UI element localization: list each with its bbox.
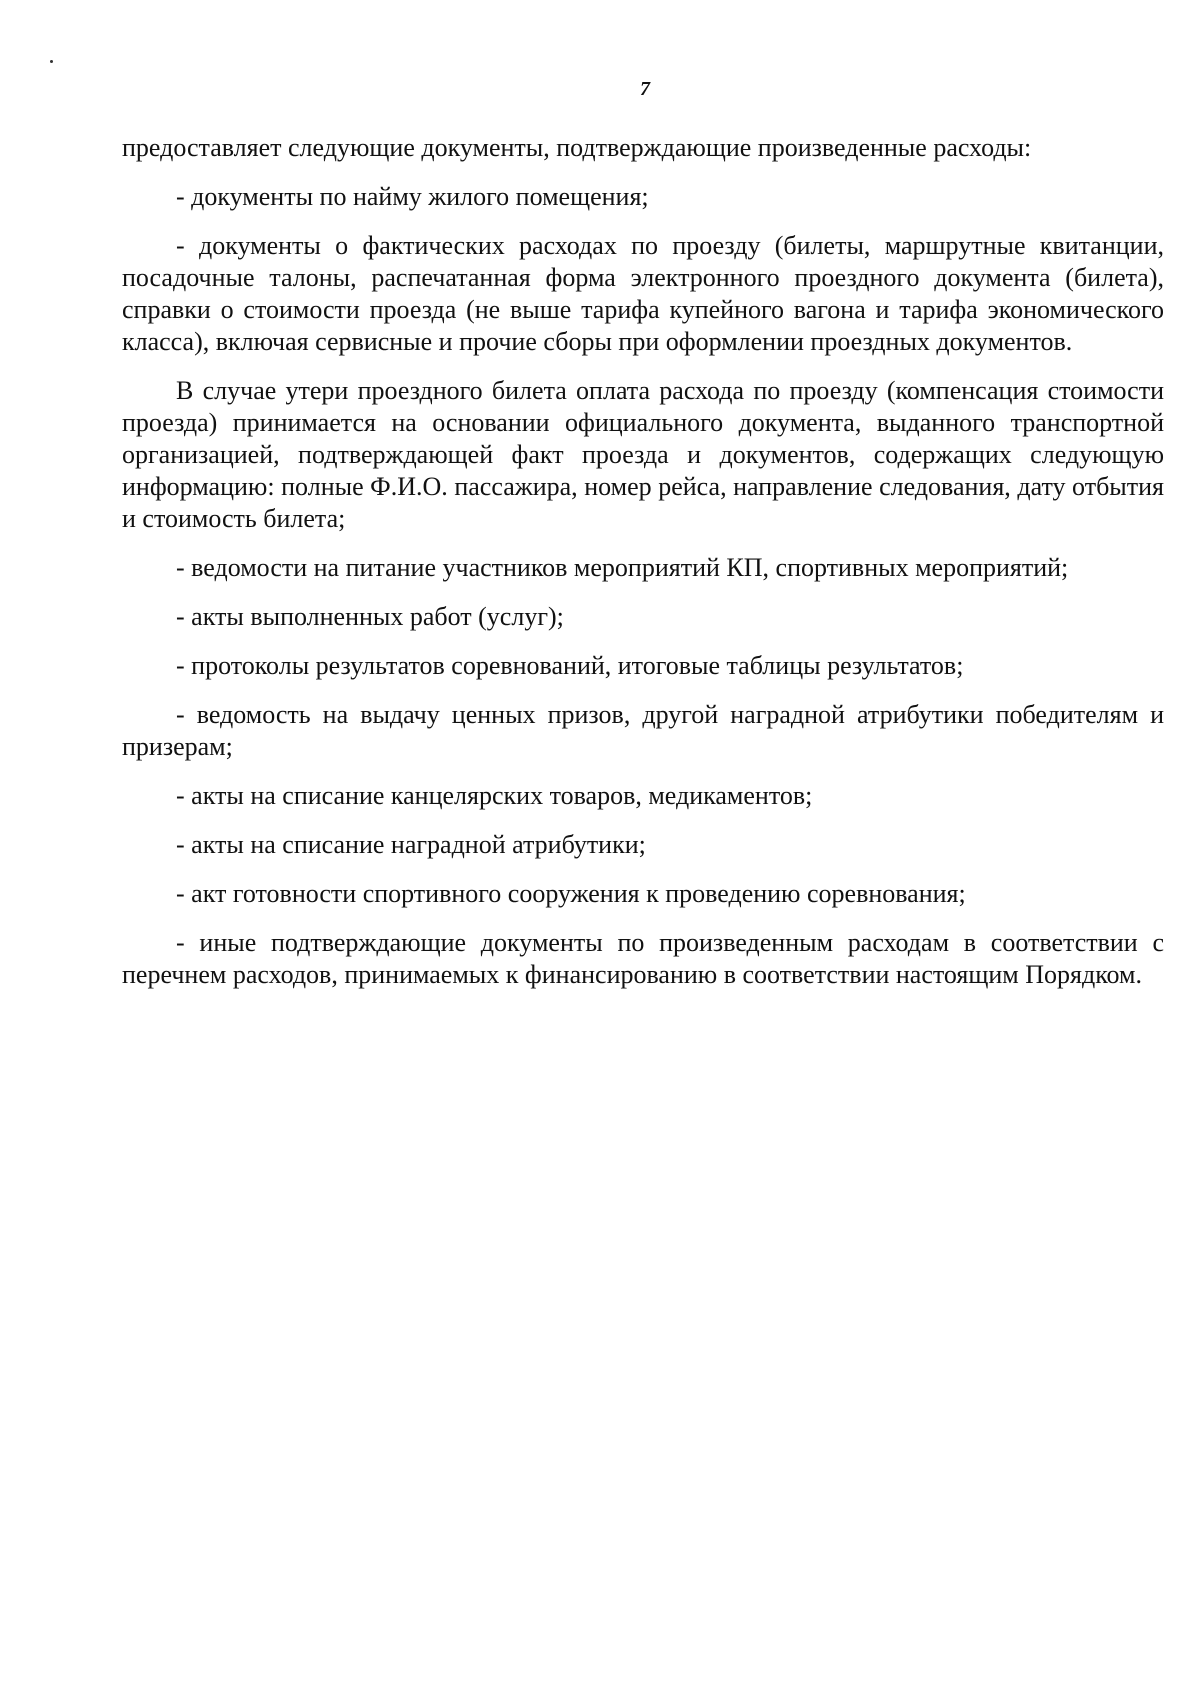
list-item-facility-readiness: - акт готовности спортивного сооружения к проведению соревнования;	[176, 879, 966, 908]
scan-speck	[50, 60, 53, 63]
list-item-stationery-writeoff: - акты на списание канцелярских товаров, медикаментов;	[176, 781, 813, 810]
page-number: 7	[640, 78, 650, 100]
list-item-prize-statement: - ведомость на выдачу ценных призов, другой наградной атрибутики победителям и призерам;	[122, 700, 1164, 761]
paragraph-intro: предоставляет следующие документы, подтверждающие произведенные расходы:	[122, 133, 1032, 162]
paragraph-lost-ticket: В случае утери проездного билета оплата расхода по проезду (компенсация стоимости проезда) принимается на основании официального документа, выданного транспортной организацией, подтверждающей факт проезда и документов, содержащих следующую информацию: полные Ф.И.О. пассажира, номер рейса, направление следования, дату отбытия и стоимость билета;	[122, 376, 1164, 533]
list-item-award-writeoff: - акты на списание наградной атрибутики;	[176, 830, 646, 859]
list-item-meal-statements: - ведомости на питание участников мероприятий КП, спортивных мероприятий;	[176, 553, 1069, 582]
list-item-travel-documents: - документы о фактических расходах по проезду (билеты, маршрутные квитанции, посадочные талоны, распечатанная форма электронного проездного документа (билета), справки о стоимости проезда (не выше тарифа купейного вагона и тарифа экономического класса), включая сервисные и прочие сборы при оформлении проездных документов.	[122, 231, 1164, 356]
document-body	[122, 132, 1164, 1008]
list-item-work-acts: - акты выполненных работ (услуг);	[176, 602, 564, 631]
list-item-competition-protocols: - протоколы результатов соревнований, итоговые таблицы результатов;	[176, 651, 964, 680]
list-item-housing-documents: - документы по найму жилого помещения;	[176, 182, 649, 211]
list-item-other-documents: - иные подтверждающие документы по произведенным расходам в соответствии с перечнем расходов, принимаемых к финансированию в соответствии настоящим Порядком.	[122, 928, 1164, 989]
